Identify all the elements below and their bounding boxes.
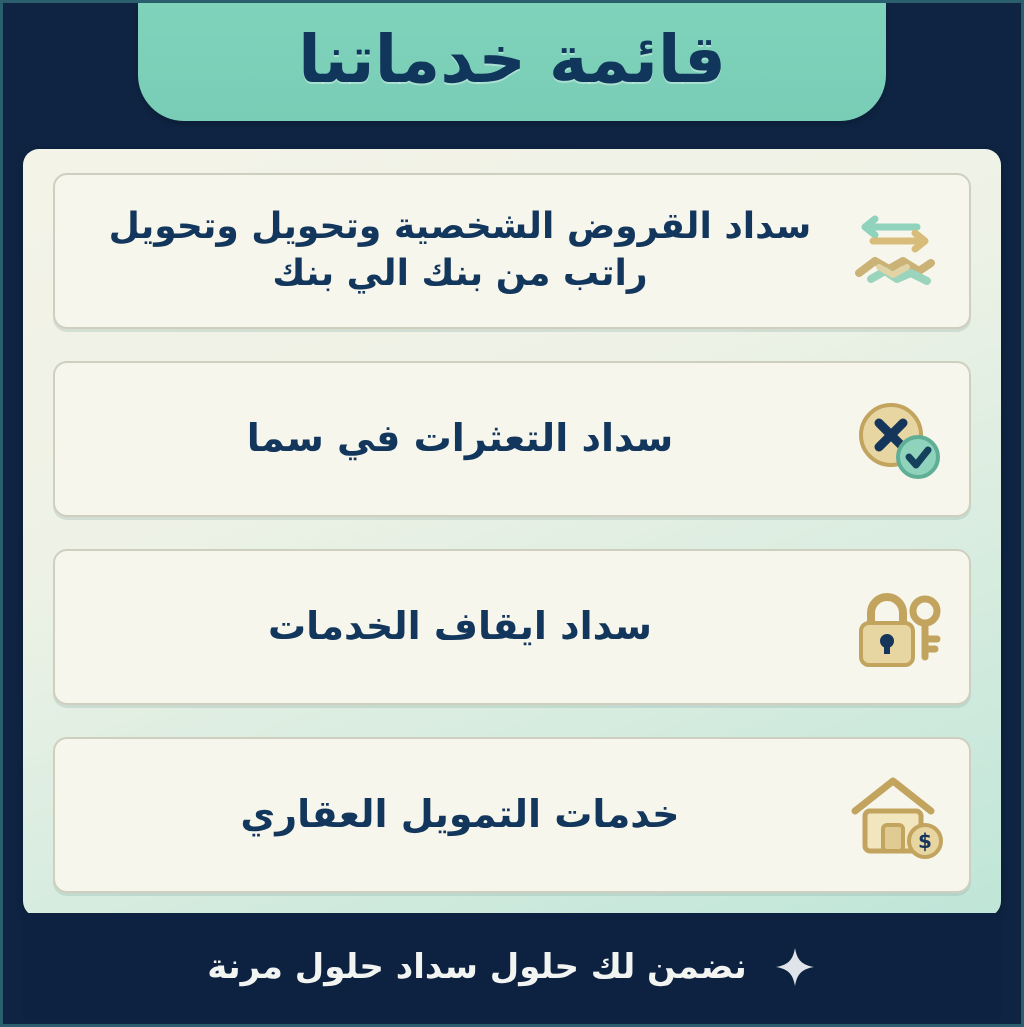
house-dollar-icon [843, 763, 947, 867]
service-row[interactable] [53, 173, 971, 329]
footer-text: نضمن لك حلول سداد حلول مرنة [207, 947, 747, 987]
sparkle-icon [773, 945, 817, 989]
handshake-transfer-icon [843, 199, 947, 303]
service-label: سداد ايقاف الخدمات [268, 604, 652, 649]
header [3, 3, 1021, 125]
service-label: سداد التعثرات في سما [246, 416, 674, 461]
service-row[interactable] [53, 737, 971, 893]
footer [23, 913, 1001, 1021]
service-row[interactable] [53, 549, 971, 705]
service-label: سداد القروض الشخصية وتحويل وتحويل راتب من بنك الي بنك [108, 206, 812, 294]
header-pill [138, 3, 886, 121]
lock-key-icon [843, 575, 947, 679]
page-title: قائمة خدماتنا [298, 21, 726, 98]
services-panel [23, 149, 1001, 917]
service-row[interactable] [53, 361, 971, 517]
svg-text:$: $ [918, 829, 932, 853]
check-cross-coin-icon [843, 387, 947, 491]
service-label: خدمات التمويل العقاري [240, 792, 680, 837]
